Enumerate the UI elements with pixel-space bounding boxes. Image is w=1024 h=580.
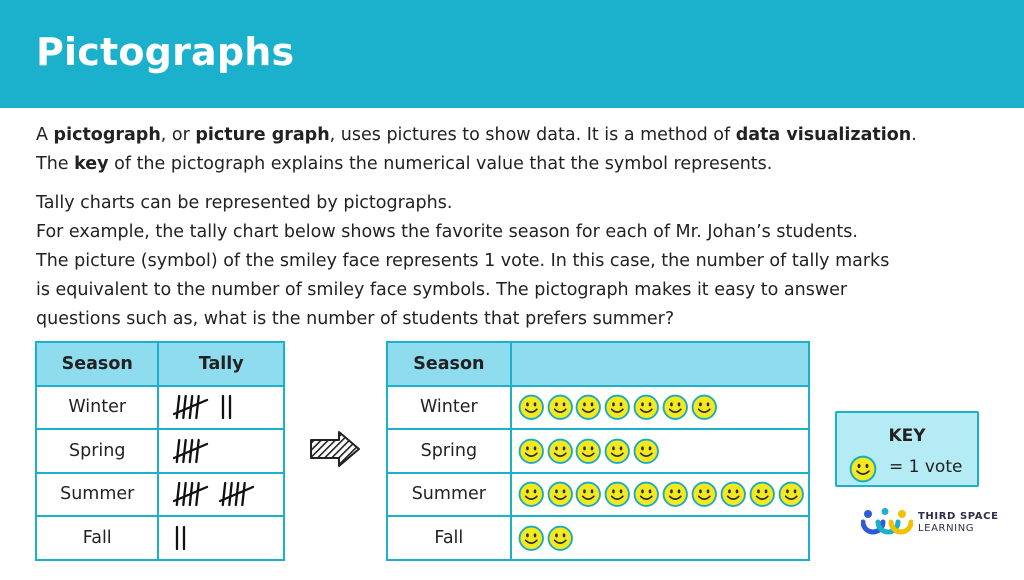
smiley-face-icon	[604, 481, 631, 508]
table-row	[36, 473, 284, 517]
intro-paragraph	[36, 121, 1006, 179]
smiley-face-icon	[604, 394, 631, 421]
key-smiley	[849, 455, 877, 483]
term-pictograph: pictograph	[53, 125, 161, 145]
key-title: KEY	[888, 426, 926, 446]
intro-text: The	[36, 154, 75, 174]
table-row	[387, 429, 809, 473]
smiley-face-icon	[849, 455, 877, 483]
smiley-face-icon	[518, 525, 545, 552]
tally-marks-cell	[158, 386, 284, 430]
key-value: = 1 vote	[889, 457, 963, 477]
picto-faces-cell	[511, 516, 809, 560]
smiley-face-icon	[547, 394, 574, 421]
table-row	[387, 473, 809, 517]
tally-marks-icon	[173, 525, 191, 551]
smiley-face-icon	[691, 394, 718, 421]
tally-marks-cell	[158, 516, 284, 560]
page-title: Pictographs	[36, 30, 295, 74]
tally-marks-icon	[173, 438, 223, 464]
intro-text: , uses pictures to show data. It is a method of	[329, 125, 736, 145]
table-row	[36, 516, 284, 560]
picto-header-symbols	[511, 342, 809, 386]
logo-wordmark	[918, 511, 999, 535]
tally-marks-icon	[173, 481, 269, 507]
smiley-face-icon	[575, 394, 602, 421]
tally-marks-cell	[158, 473, 284, 517]
picto-season-cell: Winter	[387, 386, 511, 430]
intro-text: of the pictograph explains the numerical value that the symbol represents.	[108, 154, 773, 174]
smiley-face-icon	[518, 394, 545, 421]
intro-text: A	[36, 125, 54, 145]
tally-header-tally: Tally	[158, 342, 284, 386]
intro-text: , or	[160, 125, 196, 145]
tally-chart	[35, 341, 285, 561]
term-data-visualization: data visualization	[735, 125, 912, 145]
term-picture-graph: picture graph	[195, 125, 330, 145]
picto-header-season: Season	[387, 342, 511, 386]
smiley-face-icon	[633, 438, 660, 465]
third-space-learning-logo-icon	[861, 508, 913, 538]
smiley-face-icon	[633, 481, 660, 508]
term-key: key	[74, 154, 109, 174]
intro-text: .	[911, 125, 917, 145]
example-line: For example, the tally chart below shows the favorite season for each of Mr. Johan’s students.	[36, 222, 858, 242]
smiley-face-icon	[604, 438, 631, 465]
hatched-arrow-icon	[309, 430, 361, 468]
picto-faces-cell	[511, 473, 809, 517]
smiley-face-icon	[575, 438, 602, 465]
tally-marks-icon	[173, 394, 237, 420]
tally-marks-cell	[158, 429, 284, 473]
table-row	[387, 516, 809, 560]
example-line: is equivalent to the number of smiley face symbols. The pictograph makes it easy to answer	[36, 280, 848, 300]
tally-season-cell: Spring	[36, 429, 158, 473]
smiley-face-icon	[749, 481, 776, 508]
table-row	[36, 429, 284, 473]
picto-faces-cell	[511, 429, 809, 473]
smiley-face-icon	[662, 481, 689, 508]
pictograph-key	[835, 411, 979, 487]
logo-line-1: THIRD SPACE	[918, 511, 999, 522]
table-row	[36, 386, 284, 430]
tally-season-cell: Winter	[36, 386, 158, 430]
example-line: questions such as, what is the number of students that prefers summer?	[36, 309, 675, 329]
smiley-face-icon	[518, 438, 545, 465]
picto-season-cell: Fall	[387, 516, 511, 560]
picto-faces-cell	[511, 386, 809, 430]
smiley-face-icon	[575, 481, 602, 508]
smiley-face-icon	[633, 394, 660, 421]
smiley-face-icon	[662, 394, 689, 421]
smiley-face-icon	[778, 481, 805, 508]
picto-season-cell: Summer	[387, 473, 511, 517]
header-banner	[0, 0, 1024, 108]
pictograph-chart	[386, 341, 810, 561]
tally-season-cell: Summer	[36, 473, 158, 517]
example-paragraph	[36, 189, 1006, 334]
smiley-face-icon	[720, 481, 747, 508]
smiley-face-icon	[547, 481, 574, 508]
picto-season-cell: Spring	[387, 429, 511, 473]
table-row	[387, 386, 809, 430]
tally-season-cell: Fall	[36, 516, 158, 560]
logo-line-2: LEARNING	[918, 523, 975, 534]
smiley-face-icon	[547, 438, 574, 465]
smiley-face-icon	[547, 525, 574, 552]
tally-header-season: Season	[36, 342, 158, 386]
smiley-face-icon	[518, 481, 545, 508]
smiley-face-icon	[691, 481, 718, 508]
example-line: Tally charts can be represented by pictographs.	[36, 193, 453, 213]
example-line: The picture (symbol) of the smiley face represents 1 vote. In this case, the number of tally marks	[36, 251, 890, 271]
